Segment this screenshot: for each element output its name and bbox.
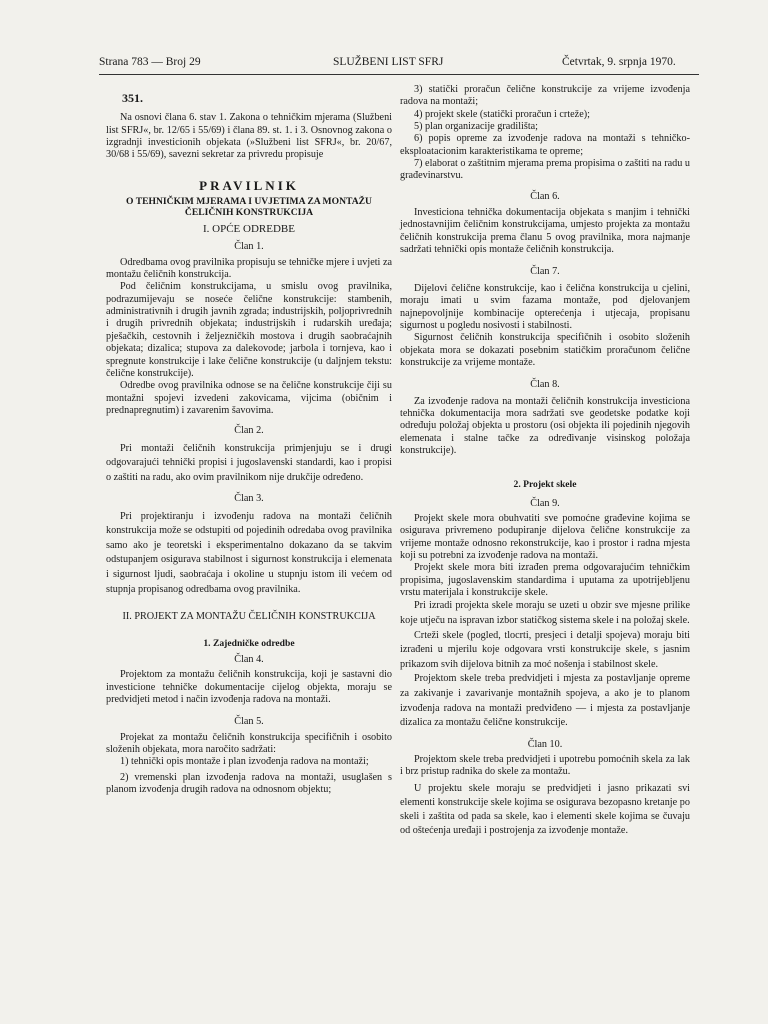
preamble: Na osnovi člana 6. stav 1. Zakona o tehničkim mjerama (Službeni list SFRJ«, br. 12/65 i 55/69) i člana 89. st. 1. i 3. Osnovnog zakona o izgradnji investicionih objekata (»Službeni list SFRJ«, br. 20/67, 30/68 i 55/69), savezni sekretar za privredu propisuje — [106, 112, 392, 161]
list-item: 6) popis opreme za izvođenje radova na montaži s tehničko-eksploatacionim karakteristikama te opreme; — [400, 133, 690, 157]
act-number: 351. — [122, 91, 143, 105]
article-paragraph: Sigurnost čeličnih konstrukcija specifičnih i osobito složenih objekata mora se dokazati posebnim statičkim proračunom čelične konstrukcije za vrijeme montaže. — [400, 332, 690, 368]
article-paragraph: Projektom skele treba predvidjeti i mjesta za postavljanje opreme za zakivanje i zavarivanje montažnih spojeva, a ako je to planom izvođenja radova na montaži predviđeno — i mjesta za postavljanje dizalica za montažu čelične konstrukcije. — [400, 673, 690, 729]
article-heading: Član 2. — [234, 425, 264, 437]
article-paragraph: Crteži skele (pogled, tlocrti, presjeci i detalji spojeva) moraju biti izrađeni u mjerilu koje odgovara vrsti konstrukcije skele, s jasnim prikazom svih dijelova bitnih za moć nošenja i stabilnost skele. — [400, 629, 690, 670]
article-paragraph: Za izvođenje radova na montaži čeličnih konstrukcija investiciona tehnička dokumentacija mora sadržati sve geodetske podatke koji određuju položaj objekta u prostoru (osi objekta ili pojedinih njegovih elemenata i stalne tačke za određivanje visinskog položaja konstrukcije). — [400, 395, 690, 456]
article-paragraph: U projektu skele moraju se predvidjeti i jasno prikazati svi elementi konstrukcije skele kojima se osigurava bezopasno kretanje po skeli i zaštita od pada sa skele, kao i elementi skele kojima se čuvaju od oštećenja uređaji i postrojenja za izvođenje montaže. — [400, 782, 690, 836]
article-paragraph: Pri izradi projekta skele moraju se uzeti u obzir sve mjesne prilike koje utječu na ispravan izbor statičkog sistema skele i na položaj skele. — [400, 600, 690, 626]
article-paragraph: Projekt skele mora obuhvatiti sve pomoćne građevine kojima se osigurava privremeno podupiranje dijelova čelične konstrukcije za vrijeme montaže odnosno rekonstrukcije, kao i prostor i radna mjesta koji su potrebni za izvođenje radova na montaži. — [400, 512, 690, 561]
article-paragraph: Odredbama ovog pravilnika propisuju se tehničke mjere i uvjeti za montažu čeličnih konstrukcija. — [106, 256, 392, 281]
article-heading: Član 10. — [527, 738, 563, 750]
article-heading: Član 9. — [530, 497, 560, 509]
section-heading-2: II. PROJEKT ZA MONTAŽU ČELIČNIH KONSTRUKCIJA — [122, 611, 376, 623]
article-heading: Član 6. — [530, 190, 560, 202]
list-item: 3) statički proračun čelične konstrukcije za vrijeme izvođenja radova na montaži; — [400, 84, 690, 108]
section-heading-1: I. OPĆE ODREDBE — [203, 223, 295, 236]
article-heading: Član 1. — [234, 241, 264, 253]
article-paragraph: Projektom skele treba predvidjeti i upotrebu pomoćnih skela za lak i brz pristup radnika do skele za montažu. — [400, 754, 690, 778]
right-column — [400, 84, 690, 838]
document-title: PRAVILNIK — [199, 177, 299, 193]
article-paragraph: Projektom za montažu čeličnih konstrukcija, koji je sastavni dio investicione tehničke dokumentacije cijelog objekta, moraju se predvidjeti metod i način izvođenja radova na montaži. — [106, 669, 392, 705]
article-heading: Član 8. — [530, 379, 560, 391]
header-date: Četvrtak, 9. srpnja 1970. — [562, 56, 676, 68]
requirements-list — [400, 84, 690, 183]
article-paragraph: Pod čeličnim konstrukcijama, u smislu ovog pravilnika, podrazumijevaju se noseće čelične konstrukcije: stambenih, administrativnih i drugih javnih zgrada; industrijskih, poljoprivrednih i drugih privrednih objekata; industrijskih i rudarskih uređaja; pješačkih, cestovnih i željezničkih mostova i drugih saobraćajnih objekata; dizalica; stupova za dalekovode; jarbola i tornjeva, kao i spregnute konstrukcije i lake čelične konstrukcije (u daljnjem tekstu: čelične konstrukcije). — [106, 281, 392, 379]
article-paragraph: Dijelovi čelične konstrukcije, kao i čelična konstrukcija u cjelini, moraju imati u svim fazama montaže, pod djelovanjem najnepovoljnije kombinacije opterećenja i utjecaja, propisanu sigurnost u pogledu nosivosti i stabilnosti. — [400, 282, 690, 331]
header-rule — [99, 74, 699, 75]
article-heading: Član 4. — [234, 653, 264, 665]
list-item: 5) plan organizacije gradilišta; — [414, 121, 538, 133]
article-paragraph: Investiciona tehnička dokumentacija objekata s manjim i tehnički jednostavnijim čeličnim konstrukcijama, umjesto projekta za montažu čeličnih konstrukcija prema članu 5 ovog pravilnika, mora najmanje sadržati tehnički opis montaže čeličnih konstrukcija. — [400, 207, 690, 256]
header-publication: SLUŽBENI LIST SFRJ — [333, 56, 444, 68]
article-paragraph: Projekat za montažu čeličnih konstrukcija specifičnih i osobito složenih objekata, mora naročito sadržati: — [106, 731, 392, 755]
list-item: 7) elaborat o zaštitnim mjerama prema propisima o zaštiti na radu u građevinarstvu. — [400, 158, 690, 182]
article-heading: Član 3. — [234, 493, 264, 505]
article-paragraph: Projekt skele mora biti izrađen prema odgovarajućim tehničkim propisima, jugoslavenskim standardima i uputama za upotrijebljenu vrstu materijala i konstrukcije skele. — [400, 562, 690, 599]
article-heading: Član 7. — [530, 266, 560, 278]
document-subtitle: O TEHNIČKIM MJERAMA I UVJETIMA ZA MONTAŽU ČELIČNIH KONSTRUKCIJA — [126, 196, 372, 219]
list-item: 2) vremenski plan izvođenja radova na montaži, usuglašen s planom izvođenja drugih radova na odnosnom objektu; — [106, 771, 392, 796]
article-paragraph: Pri projektiranju i izvođenju radova na montaži čeličnih konstrukcija može se odstupiti od pojedinih odredaba ovog pravilnika samo ako je teoretski i eksperimentalno dokazano da se takvim odstupanjem osigurava stabilnost i sigurnost konstrukcija i elemenata i sigurnost ljudi, saobraćaja i okoline u stupnju istom ili većem od stupnja propisanog odredbama ovog pravilnika. — [106, 510, 392, 595]
header-page-number: Strana 783 — Broj 29 — [99, 56, 201, 68]
subsection-heading: 2. Projekt skele — [513, 479, 577, 491]
subsection-heading: 1. Zajedničke odredbe — [203, 637, 295, 649]
article-paragraph: Odredbe ovog pravilnika odnose se na čelične konstrukcije čiji su montažni spojevi izvedeni zakovicama, vijcima (običnim i prednapregnutim) i zavarenim šavovima. — [106, 380, 392, 416]
article-heading: Član 5. — [234, 716, 264, 728]
list-item: 4) projekt skele (statički proračun i crteže); — [414, 108, 590, 120]
left-column — [106, 84, 392, 796]
article-paragraph: Pri montaži čeličnih konstrukcija primjenjuju se i drugi odgovarajući tehnički propisi i jugoslavenski standardi, kao i propisi o zaštiti na radu, ako ovim pravilnikom nije drukčije određeno. — [106, 442, 392, 483]
list-item: 1) tehnički opis montaže i plan izvođenja radova na montaži; — [120, 756, 369, 768]
